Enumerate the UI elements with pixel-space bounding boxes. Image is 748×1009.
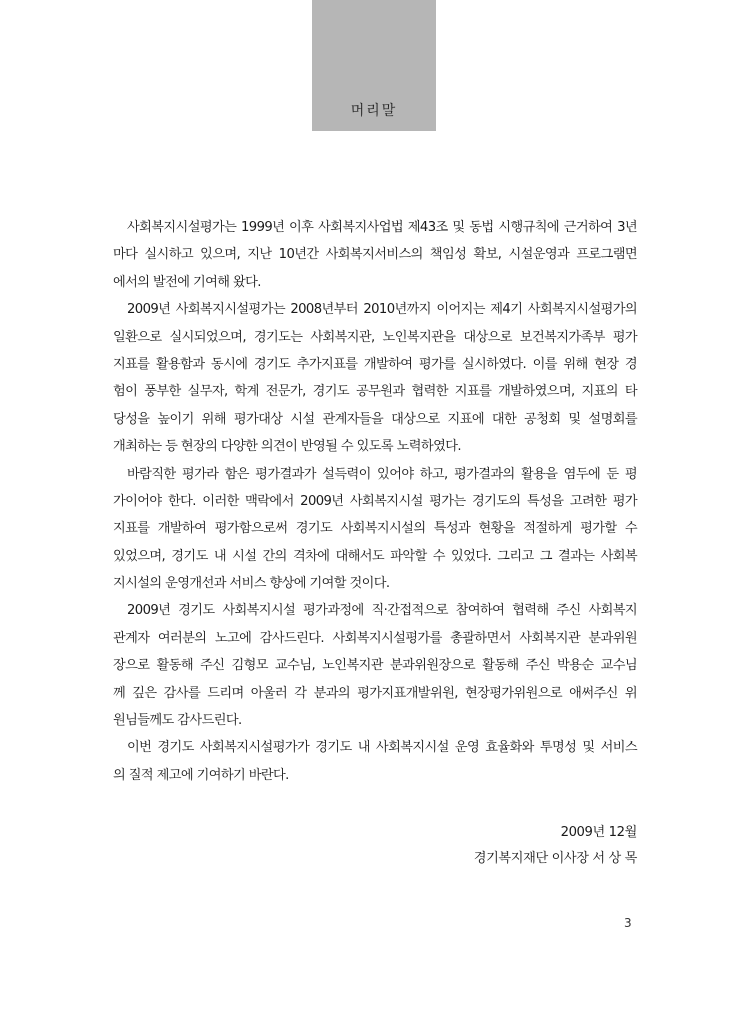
text-line: 지표를 개발하여 평가함으로써 경기도 사회복지시설의 특성과 현황을 적절하게 평가할 수	[113, 521, 637, 537]
signature-date: 2009년 12월	[560, 825, 637, 840]
text-line: 험이 풍부한 실무자, 학계 전문가, 경기도 공무원과 협력한 지표를 개발하였으며, 지표의 타	[113, 384, 637, 400]
page-title: 머리말	[350, 103, 398, 119]
preface-body	[113, 214, 637, 789]
text-line: 개최하는 등 현장의 다양한 의견이 반영될 수 있도록 노력하였다.	[113, 439, 461, 455]
text-line: 마다 실시하고 있으며, 지난 10년간 사회복지서비스의 책임성 확보, 시설운영과 프로그램면	[113, 247, 637, 263]
text-line: 사회복지시설평가는 1999년 이후 사회복지사업법 제43조 및 동법 시행규칙에 근거하여 3년	[127, 220, 637, 235]
text-line: 바람직한 평가라 함은 평가결과가 설득력이 있어야 하고, 평가결과의 활용을 염두에 둔 평	[127, 466, 637, 482]
text-line: 원님들께도 감사드린다.	[113, 713, 242, 729]
text-line: 장으로 활동해 주신 김형모 교수님, 노인복지관 분과위원장으로 활동해 주신 박용순 교수님	[113, 658, 637, 674]
text-line: 에서의 발전에 기여해 왔다.	[113, 274, 261, 290]
text-line: 일환으로 실시되었으며, 경기도는 사회복지관, 노인복지관을 대상으로 보건복지가족부 평가	[113, 329, 637, 345]
text-line: 지표를 활용함과 동시에 경기도 추가지표를 개발하여 평가를 실시하였다. 이를 위해 현장 경	[113, 356, 637, 372]
text-line: 관계자 여러분의 노고에 감사드린다. 사회복지시설평가를 총괄하면서 사회복지관 분과위원	[113, 630, 637, 646]
text-line: 2009년 경기도 사회복지시설 평가과정에 직·간접적으로 참여하여 협력해 주신 사회복지	[127, 603, 637, 619]
text-line: 지시설의 운영개선과 서비스 향상에 기여할 것이다.	[113, 576, 390, 592]
text-line: 이번 경기도 사회복지시설평가가 경기도 내 사회복지시설 운영 효율화와 투명성 및 서비스	[127, 740, 637, 756]
text-line: 당성을 높이기 위해 평가대상 시설 관계자들을 대상으로 지표에 대한 공청회 및 설명회를	[113, 411, 637, 427]
text-line: 께 깊은 감사를 드리며 아울러 각 분과의 평가지표개발위원, 현장평가위원으로 애써주신 위	[113, 685, 637, 701]
text-line: 2009년 사회복지시설평가는 2008년부터 2010년까지 이어지는 제4기 사회복지시설평가의	[127, 302, 637, 318]
text-line: 있었으며, 경기도 내 시설 간의 격차에 대해서도 파악할 수 있었다. 그리고 그 결과는 사회복	[113, 548, 637, 564]
signature-author: 경기복지재단 이사장 서 상 목	[473, 851, 637, 866]
text-line: 가이어야 한다. 이러한 맥락에서 2009년 사회복지시설 평가는 경기도의 특성을 고려한 평가	[113, 493, 637, 509]
page-number: 3	[624, 916, 632, 930]
text-line: 의 질적 제고에 기여하기 바란다.	[113, 767, 289, 783]
chapter-title-tab	[312, 0, 436, 131]
